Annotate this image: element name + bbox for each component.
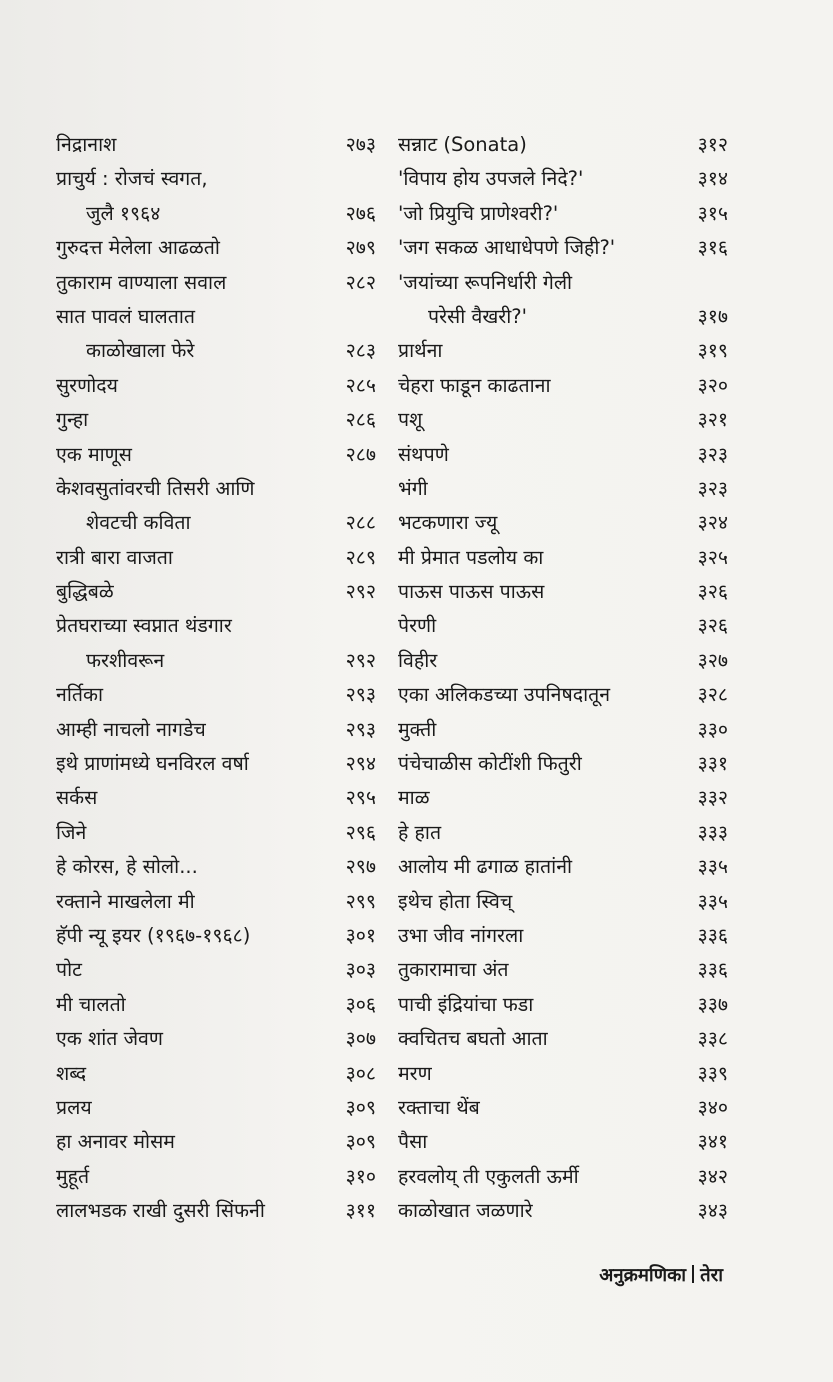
toc-entry-page: ३१४ (697, 167, 728, 191)
toc-entry-page: ३०९ (345, 1095, 376, 1119)
toc-entry-title: पाऊस पाऊस पाऊस (398, 580, 545, 604)
toc-entry-page: २९४ (345, 752, 376, 776)
toc-entry-title: 'जयांच्या रूपनिर्धारी गेली (398, 270, 573, 294)
toc-entry-page: २९९ (345, 889, 376, 913)
toc-entry-title: इथे प्राणांमध्ये घनविरल वर्षा (56, 752, 249, 776)
toc-entry (398, 885, 728, 919)
toc-entry (56, 300, 376, 334)
toc-entry (398, 1194, 728, 1228)
toc-entry (56, 1091, 376, 1125)
toc-entry-title: तुकारामाचा अंत (398, 958, 509, 982)
toc-entry-title: हॅपी न्यू इयर (१९६७-१९६८) (56, 923, 251, 947)
toc-entry-title: प्रलय (56, 1095, 92, 1119)
toc-entry (398, 403, 728, 437)
toc-entry (398, 1091, 728, 1125)
toc-entry-page: २७३ (345, 133, 376, 156)
toc-entry-title: जिने (56, 820, 87, 844)
toc-entry-page: २७६ (345, 201, 376, 225)
toc-entry-title: सन्नाट (Sonata) (398, 133, 527, 156)
toc-entry-page: ३४२ (697, 1164, 728, 1188)
toc-entry-title: इथेच होता स्विच् (398, 889, 513, 913)
toc-entry (56, 988, 376, 1022)
toc-entry-page: ३३७ (697, 992, 728, 1016)
toc-entry (398, 713, 728, 747)
toc-entry-page: ३२८ (697, 683, 728, 707)
toc-entry-page: ३१९ (697, 339, 728, 363)
toc-entry (398, 678, 728, 712)
toc-entry-page: २८५ (345, 373, 376, 397)
toc-entry (398, 128, 728, 162)
toc-entry (56, 850, 376, 884)
toc-entry-page: ३०७ (345, 1027, 376, 1051)
toc-entry-page: २७९ (345, 236, 376, 260)
toc-entry-page: ३२४ (697, 511, 728, 535)
toc-entry (56, 747, 376, 781)
toc-entry-title: एका अलिकडच्या उपनिषदातून (398, 683, 611, 707)
toc-entry-title: शब्द (56, 1061, 87, 1085)
toc-entry (56, 1057, 376, 1091)
toc-entry-page: २९२ (345, 580, 376, 604)
toc-entry-title: मुहूर्त (56, 1164, 90, 1188)
toc-entry-page: ३०६ (345, 992, 376, 1016)
toc-entry (398, 541, 728, 575)
toc-entry (398, 197, 728, 231)
toc-right-column (398, 128, 728, 1229)
toc-entry-page: ३२७ (697, 648, 728, 672)
toc-entry (398, 781, 728, 815)
toc-entry-page: ३३५ (697, 855, 728, 879)
toc-entry-page: २९५ (345, 786, 376, 810)
toc-entry-title: पोट (56, 958, 82, 982)
toc-entry (56, 1022, 376, 1056)
toc-entry-title: तुकाराम वाण्याला सवाल (56, 270, 227, 294)
toc-entry-title: केशवसुतांवरची तिसरी आणि (56, 476, 255, 500)
toc-entry-page: ३३९ (697, 1061, 728, 1085)
toc-entry-title: विहीर (398, 648, 438, 672)
toc-entry (56, 403, 376, 437)
toc-entry-page: ३२३ (697, 442, 728, 466)
toc-entry (398, 334, 728, 368)
toc-entry (56, 438, 376, 472)
toc-entry-page: ३११ (345, 1199, 376, 1223)
toc-entry-page: ३३० (697, 717, 728, 741)
toc-entry-page: २८२ (345, 270, 376, 294)
toc-entry-title: आम्ही नाचलो नागडेच (56, 717, 206, 741)
toc-entry-title: जुलै १९६४ (86, 201, 161, 225)
toc-entry (398, 919, 728, 953)
toc-entry-title: प्राचुर्य : रोजचं स्वगत, (56, 167, 208, 191)
toc-entry (398, 988, 728, 1022)
footer-page-number: तेरा (700, 1265, 723, 1286)
toc-entry (398, 644, 728, 678)
toc-entry-page: ३१० (345, 1164, 376, 1188)
toc-entry-title: हा अनावर मोसम (56, 1130, 175, 1154)
toc-entry-page: ३२६ (697, 614, 728, 638)
toc-entry-page: २९३ (345, 683, 376, 707)
toc-entry-title: लालभडक राखी दुसरी सिंफनी (56, 1199, 265, 1223)
toc-entry-page: २८९ (345, 545, 376, 569)
toc-entry-title: गुरुदत्त मेलेला आढळतो (56, 236, 220, 260)
toc-entry (56, 678, 376, 712)
toc-entry (56, 713, 376, 747)
toc-entry-title: हे कोरस, हे सोलो... (56, 855, 198, 879)
toc-entry-page: ३३८ (697, 1027, 728, 1051)
toc-entry-page: ३३३ (697, 820, 728, 844)
toc-entry (398, 438, 728, 472)
toc-entry-title: उभा जीव नांगरला (398, 923, 524, 947)
toc-entry-page: २९३ (345, 717, 376, 741)
toc-entry (398, 1022, 728, 1056)
toc-entry (56, 506, 376, 540)
toc-entry-title: क्वचितच बघतो आता (398, 1027, 548, 1051)
toc-entry-title: भटकणारा ज्यू (398, 511, 498, 535)
toc-entry-title: परेसी वैखरी?' (428, 304, 528, 328)
toc-entry (398, 1160, 728, 1194)
toc-entry-page: ३३१ (697, 752, 728, 776)
toc-entry-page: २९६ (345, 820, 376, 844)
toc-entry-title: पैसा (398, 1130, 428, 1154)
toc-entry-title: 'जग सकळ आधाधेपणे जिही?' (398, 236, 616, 260)
toc-entry-title: मी प्रेमात पडलोय का (398, 545, 544, 569)
toc-entry (56, 197, 376, 231)
toc-entry-title: हे हात (398, 820, 442, 844)
toc-entry (398, 506, 728, 540)
toc-entry-title: सर्कस (56, 786, 98, 810)
toc-entry (56, 781, 376, 815)
toc-entry (398, 472, 728, 506)
toc-entry-title: 'जो प्रियुचि प्राणेश्वरी?' (398, 201, 559, 225)
toc-entry-page: २९२ (345, 648, 376, 672)
toc-entry (398, 231, 728, 265)
toc-entry-title: गुन्हा (56, 408, 89, 432)
toc-entry-page: ३३६ (697, 923, 728, 947)
toc-entry-title: संथपणे (398, 442, 449, 466)
toc-entry (56, 472, 376, 506)
toc-entry (398, 1057, 728, 1091)
toc-entry (398, 609, 728, 643)
toc-entry-title: सुरणोदय (56, 373, 118, 397)
toc-entry-title: फरशीवरून (86, 648, 165, 672)
toc-entry-title: रक्ताचा थेंब (398, 1095, 480, 1119)
toc-entry-page: २८७ (345, 442, 376, 466)
toc-entry-page: ३१५ (697, 201, 728, 225)
toc-entry-title: पाची इंद्रियांचा फडा (398, 992, 534, 1016)
toc-entry (56, 162, 376, 196)
toc-entry-page: ३३५ (697, 889, 728, 913)
toc-entry-title: सात पावलं घालतात (56, 304, 196, 328)
toc-entry (56, 1160, 376, 1194)
toc-entry-page: ३२५ (697, 545, 728, 569)
toc-entry-title: आलोय मी ढगाळ हातांनी (398, 855, 573, 879)
toc-entry-title: पशू (398, 408, 423, 432)
toc-entry (56, 1194, 376, 1228)
toc-entry-page: ३४३ (697, 1199, 728, 1223)
page-footer (599, 1262, 723, 1287)
toc-entry-title: माळ (398, 786, 430, 810)
toc-entry-page: २८८ (345, 511, 376, 535)
toc-entry-title: मी चालतो (56, 992, 126, 1016)
toc-entry (56, 885, 376, 919)
toc-entry-page: ३२० (697, 373, 728, 397)
toc-entry-page: २८३ (345, 339, 376, 363)
toc-entry (56, 266, 376, 300)
toc-entry (56, 128, 376, 162)
toc-entry-title: निद्रानाश (56, 133, 117, 156)
toc-entry (398, 369, 728, 403)
toc-entry (56, 953, 376, 987)
toc-entry-page: ३२३ (697, 476, 728, 500)
toc-entry (398, 162, 728, 196)
toc-entry-page: ३०८ (345, 1061, 376, 1085)
toc-entry (56, 369, 376, 403)
toc-entry-page: २९७ (345, 855, 376, 879)
toc-entry-page: ३०९ (345, 1130, 376, 1154)
toc-entry-title: एक शांत जेवण (56, 1027, 163, 1051)
toc-entry-title: भंगी (398, 476, 428, 500)
toc-entry-title: रक्ताने माखलेला मी (56, 889, 195, 913)
toc-entry (56, 644, 376, 678)
toc-entry-page: ३३६ (697, 958, 728, 982)
toc-entry-title: काळोखाला फेरे (86, 339, 195, 363)
toc-entry-title: प्रेतघराच्या स्वप्नात थंडगार (56, 614, 232, 638)
toc-entry-title: मुक्ती (398, 717, 437, 741)
toc-entry-title: 'विपाय होय उपजले निदे?' (398, 167, 584, 191)
toc-entry-title: मरण (398, 1061, 432, 1085)
toc-entry (398, 953, 728, 987)
footer-divider (692, 1265, 694, 1283)
toc-entry-page: ३१७ (697, 304, 728, 328)
toc-entry-title: काळोखात जळणारे (398, 1199, 533, 1223)
toc-entry-title: पेरणी (398, 614, 437, 638)
toc-entry-title: प्रार्थना (398, 339, 443, 363)
toc-entry-page: ३२६ (697, 580, 728, 604)
toc-entry-page: ३३२ (697, 786, 728, 810)
toc-entry-title: रात्री बारा वाजता (56, 545, 173, 569)
toc-entry-title: बुद्धिबळे (56, 580, 114, 604)
toc-entry (398, 300, 728, 334)
toc-entry-page: ३१६ (697, 236, 728, 260)
toc-entry-page: ३०१ (345, 923, 376, 947)
toc-entry-title: शेवटची कविता (86, 511, 191, 535)
toc-entry (398, 266, 728, 300)
toc-entry-page: ३१२ (697, 133, 728, 156)
toc-entry (398, 850, 728, 884)
toc-entry-title: चेहरा फाडून काढताना (398, 373, 551, 397)
toc-entry-page: २८६ (345, 408, 376, 432)
toc-entry-title: पंचेचाळीस कोटींशी फितुरी (398, 752, 582, 776)
toc-entry (56, 816, 376, 850)
toc-entry (398, 575, 728, 609)
toc-entry-page: ३०३ (345, 958, 376, 982)
toc-entry (56, 1125, 376, 1159)
toc-entry (56, 231, 376, 265)
toc-entry-title: नर्तिका (56, 683, 104, 707)
toc-entry (398, 747, 728, 781)
toc-left-column (56, 128, 376, 1229)
toc-entry-page: ३४१ (697, 1130, 728, 1154)
toc-entry (56, 609, 376, 643)
toc-entry-page: ३४० (697, 1095, 728, 1119)
toc-entry (56, 575, 376, 609)
toc-entry-title: एक माणूस (56, 442, 132, 466)
toc-entry (56, 334, 376, 368)
toc-entry (56, 541, 376, 575)
toc-entry (398, 1125, 728, 1159)
toc-entry-title: हरवलोय् ती एकुलती ऊर्मी (398, 1164, 579, 1188)
footer-section-title: अनुक्रमणिका (599, 1265, 687, 1286)
toc-entry (56, 919, 376, 953)
toc-entry-page: ३२१ (697, 408, 728, 432)
toc-entry (398, 816, 728, 850)
